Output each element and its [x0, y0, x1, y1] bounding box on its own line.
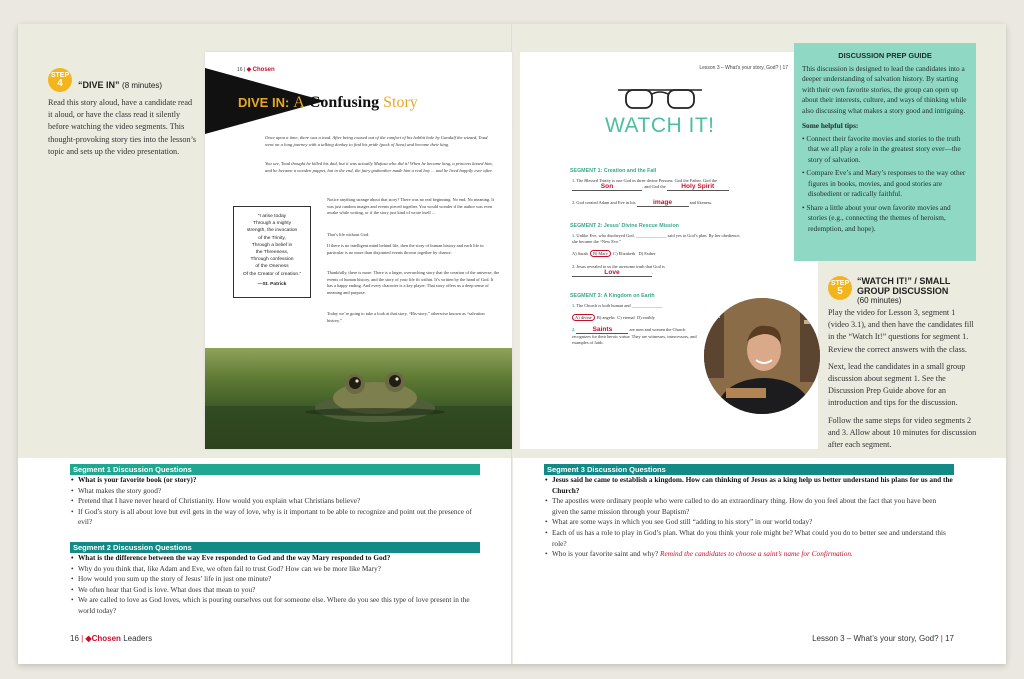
seg3-answer-saints: Saints — [592, 326, 613, 333]
chosen-logo-icon: ◆ — [85, 634, 92, 643]
step-label: STEP — [830, 280, 850, 287]
step-number: 5 — [837, 286, 843, 297]
segment-3-question-2: 2. Saints are men and women the Church recognizes for their heroic virtue. They are witnesses, intercessors, and examples of faith. — [572, 326, 697, 346]
discussion-question-saint — [544, 549, 954, 560]
seg1-answer-son: Son — [600, 183, 614, 191]
seg3-option-a-circled: A) divine — [572, 314, 595, 321]
quote-line: Of the Creator of creation.” — [242, 271, 302, 277]
discussion-question: • What are some ways in which you see God still “adding to his story” in our world today? — [544, 517, 954, 528]
quote-attribution: —St. Patrick — [257, 281, 287, 287]
prep-tip-text: Share a little about your own favorite movies and stories (e.g., connecting the themes of heroism, redemption, and hope). — [806, 202, 951, 233]
prep-guide-title: DISCUSSION PREP GUIDE — [838, 51, 932, 60]
discussion-question: • We often hear that God is love. What does that mean to you? — [70, 585, 480, 596]
body-paragraph-4: Thankfully, there is more. There is a larger, overarching story that the creation of the universe, the events of human history, and the story of your life fit within. It’s written by the hand of God. It has a happy ending. And every character is a key player. That story offers us a deep sense of meaning and purpose. — [327, 270, 500, 295]
student-page-number: 16 — [237, 67, 243, 73]
seg3-q1-text: The Church is both human and ______________ — [576, 303, 663, 308]
quote-line: strength, the invocation — [246, 228, 298, 234]
frog-illustration-icon — [205, 348, 512, 449]
footer-brand: Chosen — [91, 634, 121, 643]
seg2-q1-text: Unlike Eve, who disobeyed God, ______________ said yes to God’s plan. By her obedience, she became the “New Eve.” — [572, 233, 741, 245]
confirmation-note: Remind the candidates to choose a saint’s name for Confirmation. — [660, 549, 853, 559]
title-word-story: Story — [383, 94, 418, 111]
step-5-duration: (60 minutes) — [857, 296, 902, 305]
discussion-question: • What makes the story good? — [70, 486, 480, 497]
seg3-option-c: C) eternal — [617, 315, 635, 320]
step-4-instructions: Read this story aloud, have a candidate read it aloud, or have the class read it silently before watching the video segments. This thought-provoking story ties into the lesson’s topic and sets up the video presentation. — [48, 98, 197, 156]
prep-tip-text: Compare Eve’s and Mary’s responses to the way other figures in books, movies, and good stories are disobedient or radically faithful. — [806, 168, 966, 198]
st-patrick-quote-box — [233, 206, 311, 298]
seg2-q2-text: Jesus revealed to us the awesome truth that God is — [576, 264, 665, 269]
step-5-badge — [828, 276, 852, 300]
step-4-title-text: “DIVE IN” — [78, 80, 120, 90]
segment-1-discussion — [70, 464, 480, 528]
quote-line: Through a belief in — [251, 242, 293, 248]
step-5-paragraph-1: Play the video for Lesson 3, segment 1 (video 3.1), and then have the candidates fill in the “Watch It!” questions for segment 1. Review the correct answers with the class. — [828, 308, 974, 354]
quote-line: of the Oneness — [255, 264, 289, 270]
segment-1-question-1: 1. The Blessed Trinity is one God in three divine Persons: God the Father, God the Son , and God the Holy Spirit . — [572, 178, 730, 191]
discussion-question: • What is the difference between the way Eve responded to God and the way Mary responded to God? — [70, 553, 480, 564]
segment-1-heading: SEGMENT 1: Creation and the Fall — [570, 168, 657, 174]
segment-3-discussion-heading: Segment 3 Discussion Questions — [544, 464, 954, 475]
discussion-question: • We are called to love as God loves, which is pouring ourselves out for someone else. Where do you see this type of love present in the world today? — [70, 595, 480, 616]
prep-tip: • Compare Eve’s and Mary’s responses to the way other figures in books, movies, and good stories are disobedient or radically faithful. — [802, 168, 966, 198]
discussion-question: • Why do you think that, like Adam and Eve, we often fail to trust God? How can we be more like Mary? — [70, 564, 480, 575]
discussion-question: • If God’s story is all about love but evil gets in the way of love, why is it important to be able to recognize and point out the presence of evil? — [70, 507, 480, 528]
step-4-badge — [48, 68, 72, 92]
step-5-title-line-1: “WATCH IT!” / SMALL — [857, 276, 951, 286]
step-5-title-line-2: GROUP DISCUSSION — [857, 286, 949, 296]
story-paragraph-2: You see, Toad thought he killed his dad, but it was actually Mufasa who did it! When he became king, a princess kissed him, and he became a wooden puppet, but in the end, the fairy godmother made him a real boy ... and he lived happily ever after. — [265, 161, 493, 173]
seg1-answer-image: image — [653, 199, 673, 206]
step-label: STEP — [50, 72, 70, 79]
step-4-title — [78, 80, 162, 90]
seg2-answer-love: Love — [604, 269, 620, 277]
segment-3-discussion — [544, 464, 954, 560]
discussion-question: • How would you sum up the story of Jesus’ life in just one minute? — [70, 574, 480, 585]
prep-tip: • Share a little about your own favorite movies and stories (e.g., connecting the themes of heroism, redemption, and hope). — [802, 202, 951, 233]
step-5-paragraph-3: Follow the same steps for video segments 2 and 3. Allow about 10 minutes for discussion after each segment. — [828, 415, 977, 450]
footer-left: 16 | ◆Chosen Leaders — [70, 634, 153, 643]
prep-guide-tips-heading: Some helpful tips: — [802, 121, 859, 130]
segment-2-discussion — [70, 542, 480, 617]
title-word-confusing: Confusing — [308, 94, 380, 111]
segment-1-discussion-heading: Segment 1 Discussion Questions — [70, 464, 480, 475]
segment-2-question-1: 1. Unlike Eve, who disobeyed God, ______________ said yes to God’s plan. By her obedience, she became the “New Eve.” — [572, 233, 741, 245]
segment-2-question-2: 2. Jesus revealed to us the awesome truth that God is Love . — [572, 264, 665, 277]
segment-2-discussion-heading: Segment 2 Discussion Questions — [70, 542, 480, 553]
presenter-illustration-icon — [704, 298, 820, 414]
student-page-header: 16 | ◆ Chosen — [237, 67, 275, 73]
prep-guide-tips-list — [802, 134, 968, 235]
seg1-q2-text: God created Adam and Eve in his — [576, 200, 636, 205]
seg3-option-b: B) angelic — [596, 315, 616, 320]
seg1-q1-mid: , and God the — [642, 184, 666, 190]
segment-2-heading: SEGMENT 2: Jesus’ Divine Rescue Mission — [570, 223, 679, 229]
quote-line: “I arise today — [257, 214, 287, 219]
step-5-instructions — [828, 307, 978, 451]
footer-brand-suffix: Leaders — [123, 634, 153, 643]
quote-line: Through a mighty — [252, 221, 292, 227]
student-page-header-right: Lesson 3 – What’s your story, God? | 17 — [699, 65, 788, 71]
footer-page-number-right: 17 — [945, 634, 954, 643]
discussion-question: • Jesus said he came to establish a kingdom. How can thinking of Jesus as a king help us better understand his plans for us and the Church? — [544, 475, 954, 496]
student-page-number-right: 17 — [782, 65, 788, 71]
dive-in-label: DIVE IN: — [238, 95, 290, 110]
student-page-brand: Chosen — [252, 67, 275, 73]
story-paragraph-1: Once upon a time, there was a toad. After being coaxed out of the comfort of his hobbit hole by Gandalf the wizard, Toad went on a long journey with a talking donkey to find his pride (pack of lions) and become their king. — [265, 135, 488, 147]
body-paragraph-5: Today we’re going to take a look at that story, “His-story,” otherwise known as “salvation history.” — [327, 311, 485, 323]
saint-question-text: Who is your favorite saint and why? — [552, 549, 659, 559]
footer-right: Lesson 3 – What’s your story, God? | 17 — [812, 634, 954, 643]
discussion-question: • The apostles were ordinary people who were called to do an extraordinary thing. How do you feel about the fact that you have been given the same mission through your Baptism? — [544, 496, 954, 517]
segment-3-heading: SEGMENT 3: A Kingdom on Earth — [570, 293, 655, 299]
segment-1-question-2: 2. God created Adam and Eve in his image and likeness. — [572, 199, 713, 206]
quote-line: Through confession — [250, 257, 294, 263]
chosen-logo-icon: ◆ — [246, 67, 252, 73]
seg1-q2-end: and likeness. — [689, 200, 713, 205]
glasses-icon — [618, 86, 702, 112]
step-4-duration: (8 minutes) — [122, 81, 163, 90]
body-paragraph-2: That’s life without God. — [327, 232, 370, 237]
presenter-photo — [704, 298, 820, 414]
discussion-question: • What is your favorite book (or story)? — [70, 475, 480, 486]
step-5-paragraph-2: Next, lead the candidates in a small group discussion about segment 1. See the Discussion Prep Guide above for an introduction and tips for the discussion. — [828, 361, 966, 408]
discussion-question: • Each of us has a role to play in God’s plan. What do you think your role might be? What could you do to better see and understand this role? — [544, 528, 954, 549]
seg2-option-c: C) Elizabeth — [613, 251, 636, 256]
seg3-option-d: D) earthly — [636, 315, 655, 320]
frog-photo — [205, 348, 512, 449]
footer-page-number-left: 16 — [70, 634, 79, 643]
body-paragraph-1: Notice anything strange about that story? There was no real beginning. No end. No meaning. It was just random images and events pieced together. You would wonder if the author was even awake while writing, or if the story just kind of wrote itself ... — [327, 197, 494, 216]
dive-in-title — [238, 94, 418, 112]
seg2-option-d: D) Esther — [638, 251, 656, 256]
segment-2-options — [572, 251, 742, 257]
discussion-prep-guide — [794, 43, 976, 261]
watch-it-title: WATCH IT! — [605, 114, 715, 137]
segment-3-question-1: 1. The Church is both human and ______________ — [572, 303, 663, 308]
seg3-q2-text: are men and women the Church recognizes for their heroic virtue. They are witnesses, intercessors, and examples of faith. — [572, 327, 697, 346]
footer-lesson-title: Lesson 3 – What’s your story, God? — [812, 634, 939, 643]
prep-tip-text: Connect their favorite movies and stories to the truth that we all play a role in the greatest story ever—the story of salvation. — [806, 133, 961, 164]
quote-line: the Threeness, — [255, 250, 289, 256]
prep-tip: • Connect their favorite movies and stories to the truth that we all play a role in the greatest story ever—the story of salvation. — [802, 133, 961, 164]
prep-guide-intro: This discussion is designed to lead the candidates into a deeper understanding of salvation history. By starting with their own favorite stories, the group can open up about their interests, culture, and ways of thinking while also discussing what makes a story good and intriguing. — [802, 63, 967, 115]
lesson-header-text: Lesson 3 – What’s your story, God? — [699, 65, 779, 71]
seg1-answer-holy-spirit: Holy Spirit — [681, 183, 715, 191]
body-paragraph-3: If there is no intelligent mind behind life, then the story of human history and each life in particular is no more than disjointed events thrown together by chance. — [327, 243, 484, 255]
seg1-q1-text: The Blessed Trinity is one God in three divine Persons: God the Father, God the — [576, 178, 718, 183]
seg2-option-b-circled: B) Mary — [590, 250, 611, 257]
step-number: 4 — [57, 78, 63, 89]
title-word-a: A — [293, 94, 305, 111]
step-5-title — [857, 276, 950, 306]
quote-line: of the Trinity, — [258, 235, 286, 241]
seg2-option-a: A) Sarah — [572, 251, 588, 256]
discussion-question: • Pretend that I have never heard of Christianity. How would you explain what Christians believe? — [70, 496, 480, 507]
